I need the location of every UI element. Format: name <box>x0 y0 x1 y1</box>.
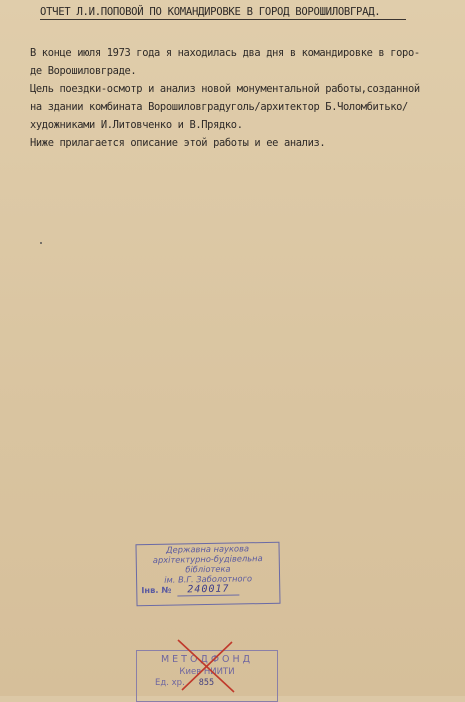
methodfund-stamp-org: Киев НИИТИ <box>179 667 235 677</box>
library-stamp-line: ім. В.Г. Заболотного <box>164 573 253 585</box>
ink-speck <box>40 242 42 244</box>
body-line: на здании комбината Ворошиловградуголь/архитектор Б.Чоломбитько/ <box>30 101 408 113</box>
library-stamp-line: бібліотека <box>185 563 231 575</box>
body-line: В конце июля 1973 года я находилась два дня в командировке в горо- <box>30 47 420 59</box>
inventory-label: Інв. № <box>141 584 172 596</box>
inventory-row <box>137 583 279 596</box>
item-label: Ед. хр. <box>155 678 185 688</box>
body-line: художниками И.Литовченко и В.Прядко. <box>30 119 243 131</box>
library-stamp-line: архітектурно-будівельна <box>152 553 263 565</box>
body-line: Ниже прилагается описание этой работы и ее анализ. <box>30 137 326 149</box>
title-underline <box>40 19 406 20</box>
document-body <box>30 44 450 152</box>
red-cross-mark-icon <box>172 636 242 696</box>
body-line: де Ворошиловграде. <box>30 65 137 77</box>
inventory-number: 240017 <box>177 583 239 596</box>
library-stamp-line: Державна наукова <box>166 543 250 555</box>
methodfund-stamp-title: МЕТОДФОНД <box>160 654 254 665</box>
document-title: ОТЧЕТ Л.И.ПОПОВОЙ ПО КОМАНДИРОВКЕ В ГОРОД ВОРОШИЛОВГРАД. <box>40 6 381 18</box>
body-line: Цель поездки-осмотр и анализ новой монументальной работы,созданной <box>30 83 420 95</box>
item-number-handwritten: 855 <box>198 678 215 688</box>
library-stamp <box>135 542 280 607</box>
